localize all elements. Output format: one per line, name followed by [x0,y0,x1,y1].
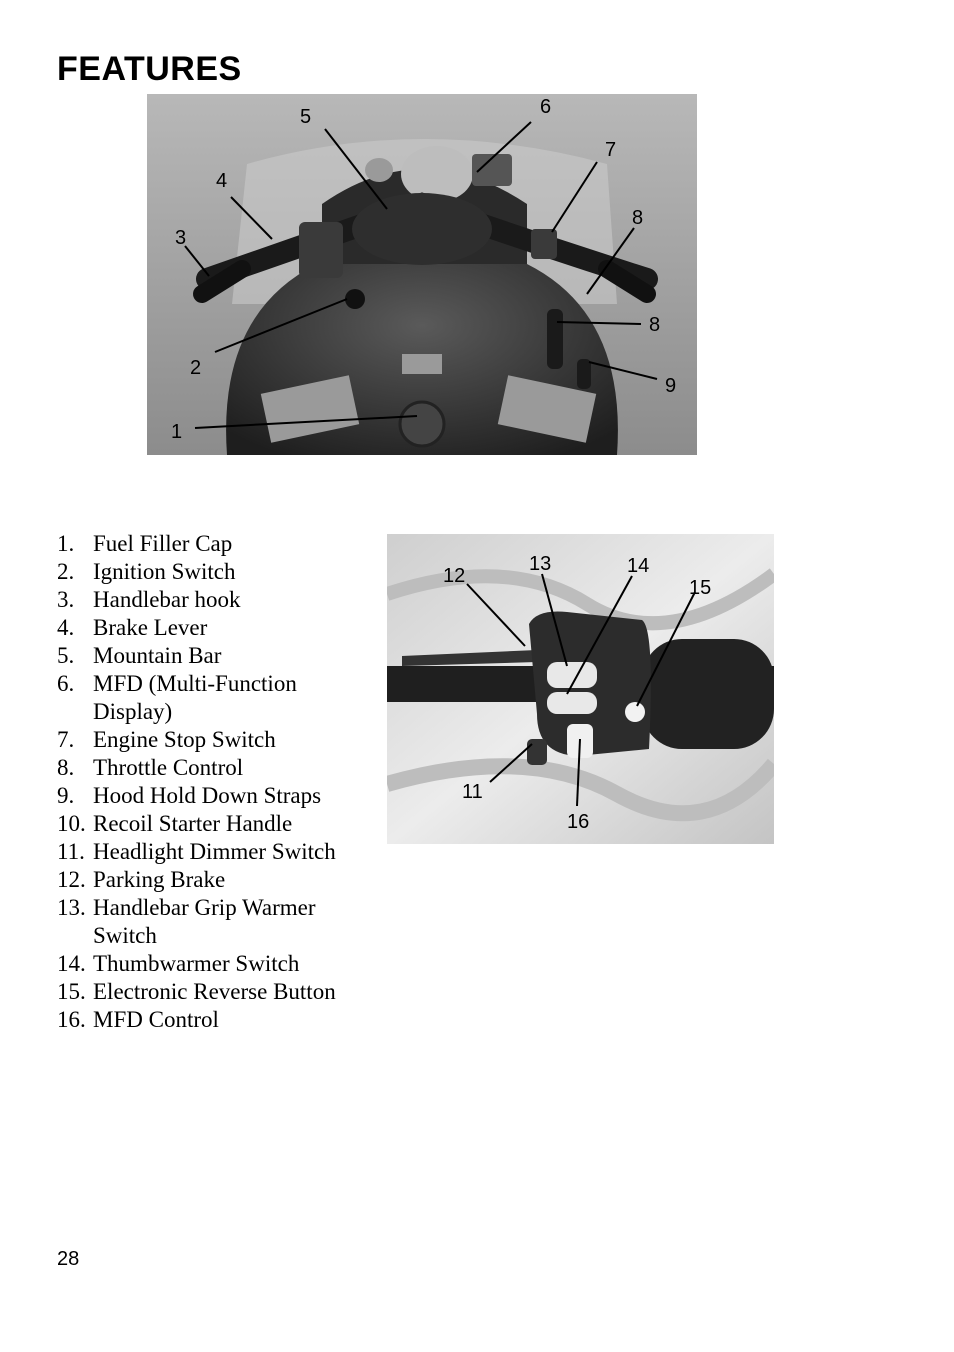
legend-text: Parking Brake [93,867,226,892]
callout-12: 12 [443,565,466,587]
legend-item [57,978,377,1006]
legend-item [57,670,377,726]
legend-text: Hood Hold Down Straps [93,783,322,808]
legend-number: 6. [57,671,75,696]
legend-number: 7. [57,727,75,752]
legend-item [57,1006,377,1034]
legend-number: 8. [57,755,75,780]
legend-text: Electronic Reverse Button [93,979,336,1004]
callout-14: 14 [627,555,650,577]
legend-item [57,530,377,558]
page-title: FEATURES [57,50,242,88]
legend-number: 10. [57,811,86,836]
callout-6: 6 [540,96,552,118]
legend-item [57,558,377,586]
legend-item [57,810,377,838]
legend-text: Headlight Dimmer Switch [93,839,336,864]
legend-number: 5. [57,643,75,668]
legend-item [57,894,377,950]
legend-text: Ignition Switch [93,559,236,584]
legend-item [57,726,377,754]
legend-text: Thumbwarmer Switch [93,951,300,976]
legend-item [57,866,377,894]
legend-text: Handlebar hook [93,587,241,612]
legend-number: 9. [57,783,75,808]
callout-9: 9 [665,375,677,397]
legend-number: 14. [57,951,86,976]
callout-5: 5 [300,106,312,128]
legend-item [57,586,377,614]
legend-number: 4. [57,615,75,640]
legend-number: 1. [57,531,75,556]
legend-text: Engine Stop Switch [93,727,276,752]
callout-11: 11 [462,781,483,803]
legend-item [57,838,377,866]
legend-text: Mountain Bar [93,643,222,668]
legend-item [57,642,377,670]
legend-item [57,782,377,810]
legend-item [57,754,377,782]
callout-13: 13 [529,553,552,575]
callout-8b: 8 [649,314,661,336]
legend-item [57,950,377,978]
callout-4: 4 [216,170,228,192]
legend-item [57,614,377,642]
legend-text: Handlebar Grip Warmer Switch [93,895,316,948]
legend-text: MFD Control [93,1007,219,1032]
callout-3: 3 [175,227,187,249]
callout-8a: 8 [632,207,644,229]
callout-7: 7 [605,139,617,161]
callout-1: 1 [171,421,183,443]
legend-number: 15. [57,979,86,1004]
legend-number: 11. [57,839,85,864]
callout-15: 15 [689,577,712,599]
snowmobile-cockpit-photo [147,94,697,455]
handlebar-controls-photo [387,534,774,844]
legend-text: Recoil Starter Handle [93,811,293,836]
legend-text: Throttle Control [93,755,244,780]
legend-text: Fuel Filler Cap [93,531,233,556]
page-number: 28 [57,1248,80,1270]
legend-number: 12. [57,867,86,892]
legend-text: MFD (Multi-Function Display) [93,671,297,724]
feature-legend-list [57,530,377,1034]
legend-number: 3. [57,587,75,612]
legend-number: 2. [57,559,75,584]
legend-text: Brake Lever [93,615,208,640]
callout-16: 16 [567,811,590,833]
legend-number: 16. [57,1007,86,1032]
legend-number: 13. [57,895,86,920]
callout-2: 2 [190,357,202,379]
